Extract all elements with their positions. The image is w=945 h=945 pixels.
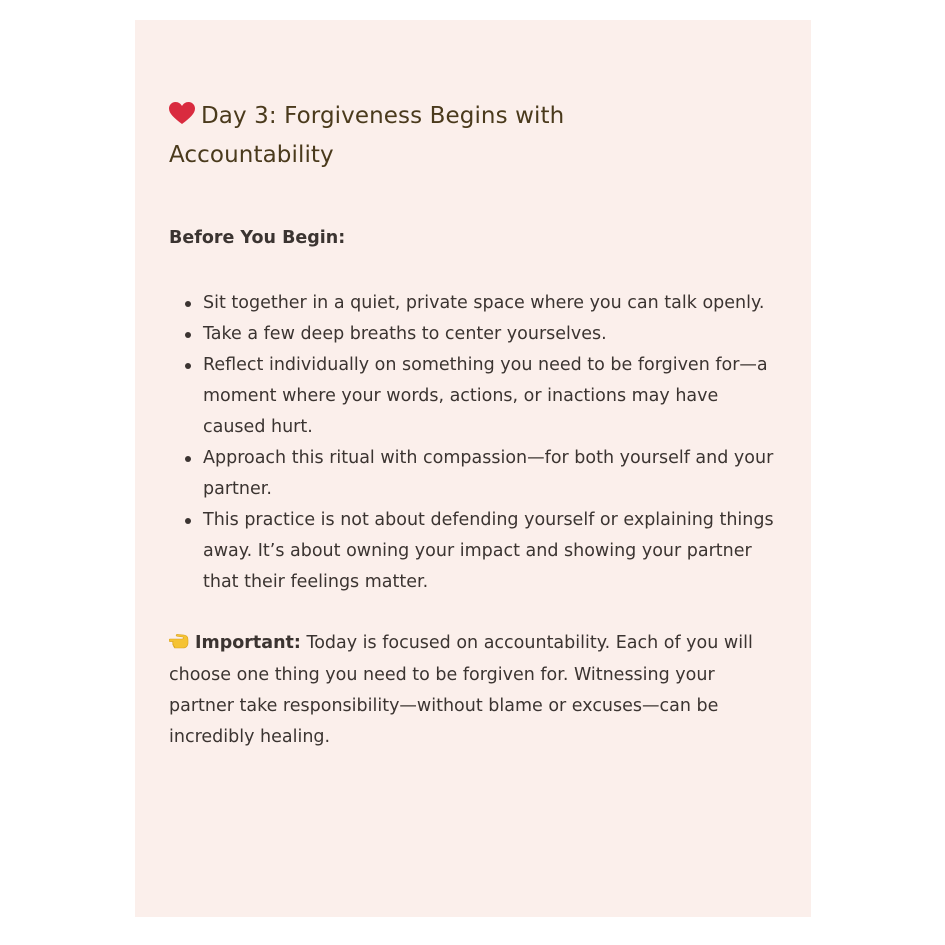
document-page bbox=[135, 20, 811, 917]
bullet-icon bbox=[185, 363, 191, 369]
page-title-text: Day 3: Forgiveness Begins with Accountability bbox=[169, 103, 565, 168]
list-item bbox=[169, 443, 781, 505]
list-item-text: Approach this ritual with compassion—for both yourself and your partner. bbox=[203, 448, 774, 499]
important-label: Important: bbox=[195, 633, 301, 653]
bullet-icon bbox=[185, 518, 191, 524]
page-title bbox=[169, 98, 639, 174]
important-text: Today is focused on accountability. Each of you will choose one thing you need to be forgiven for. Witnessing your partner take responsibility—without blame or excuses—can be incredibly healing. bbox=[169, 633, 753, 747]
bullet-icon bbox=[185, 332, 191, 338]
bullet-icon bbox=[185, 456, 191, 462]
list-item-text: Sit together in a quiet, private space where you can talk openly. bbox=[203, 293, 765, 313]
important-note bbox=[169, 628, 777, 753]
list-item bbox=[169, 350, 781, 443]
list-item bbox=[169, 505, 781, 598]
list-item-text: Take a few deep breaths to center yourselves. bbox=[203, 324, 607, 344]
list-item bbox=[169, 319, 781, 350]
heart-icon bbox=[169, 100, 195, 137]
pointing-hand-icon bbox=[169, 629, 189, 660]
list-item-text: Reflect individually on something you need to be forgiven for—a moment where your words, actions, or inactions may have caused hurt. bbox=[203, 355, 768, 437]
steps-list bbox=[169, 288, 811, 598]
bullet-icon bbox=[185, 301, 191, 307]
section-label: Before You Begin: bbox=[169, 228, 346, 248]
list-item bbox=[169, 288, 781, 319]
list-item-text: This practice is not about defending yourself or explaining things away. It’s about owning your impact and showing your partner that their feelings matter. bbox=[203, 510, 774, 592]
